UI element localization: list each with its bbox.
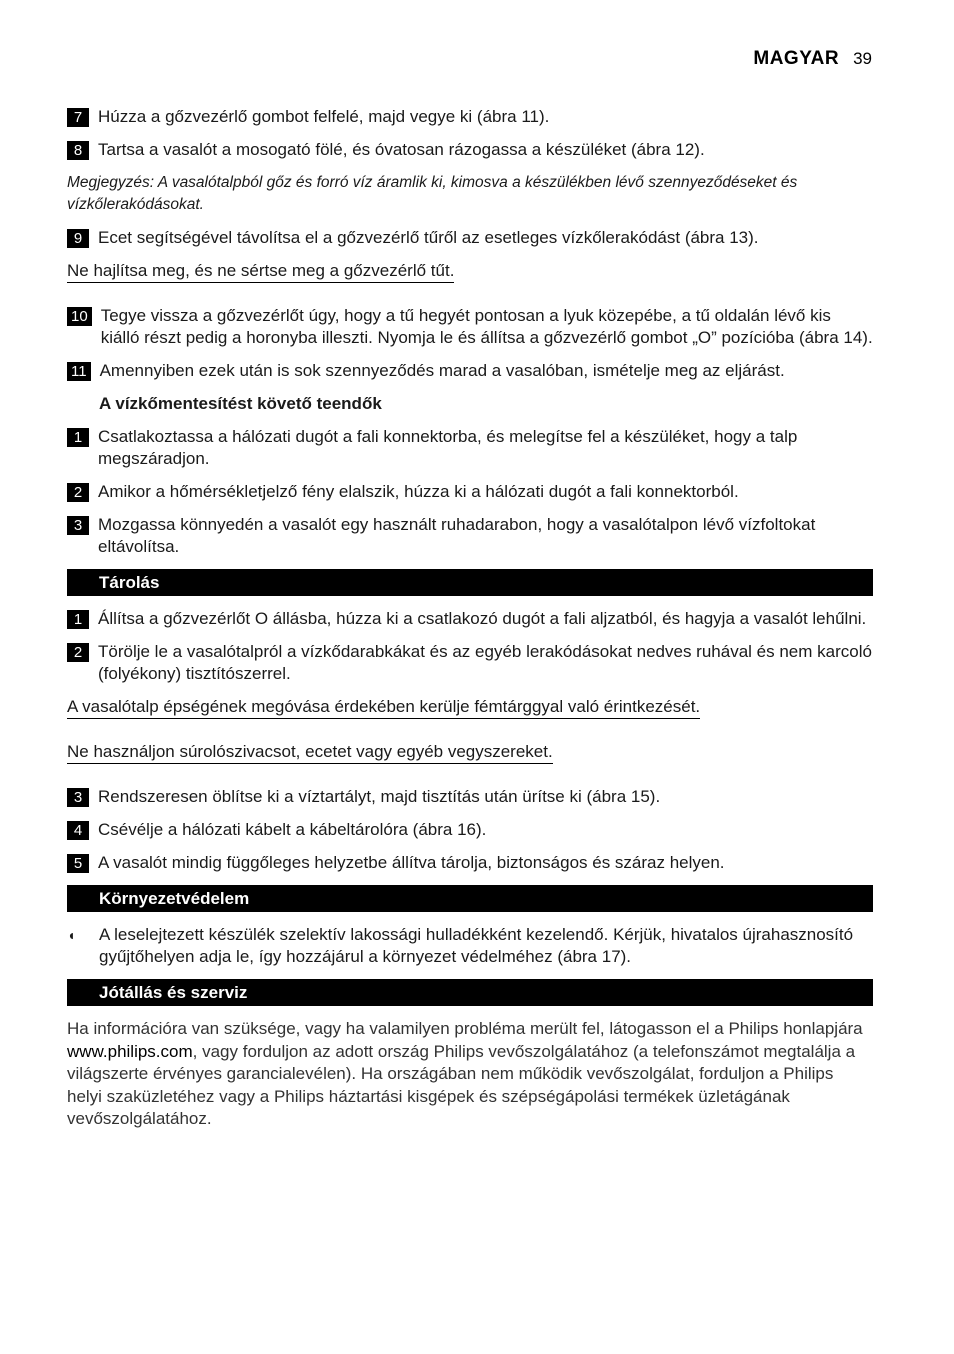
step-number: 4 bbox=[67, 821, 89, 840]
warning-text: Ne hajlítsa meg, és ne sértse meg a gőzvezérlő tűt. bbox=[67, 260, 454, 283]
step-number: 2 bbox=[67, 483, 89, 502]
step-item bbox=[67, 106, 873, 128]
page-header bbox=[753, 48, 872, 70]
note-text: Megjegyzés: A vasalótalpból gőz és forró víz áramlik ki, kimosva a készülékben lévő szennyeződéseket és vízkőlerakódásokat. bbox=[67, 174, 798, 213]
section-heading-environment: Környezetvédelem bbox=[67, 885, 873, 912]
warranty-text-after: , vagy forduljon az adott ország Philips vevőszolgálatához (a telefonszámot megtalálja a világszerte érvényes garancialevélen). Ha országában nem működik vevőszolgálat, forduljon a Philips helyi szaküzletéhez vagy a Philips háztartási kisgépek és szépségápolási termékek üzletágának vevőszolgálatához. bbox=[67, 1041, 856, 1128]
page-number: 39 bbox=[853, 49, 872, 68]
step-text: Mozgassa könnyedén a vasalót egy használt ruhadarabon, hogy a vasalótalpon lévő vízfoltokat eltávolítsa. bbox=[98, 515, 816, 556]
step-text: A vasalót mindig függőleges helyzetbe állítva tárolja, biztonságos és száraz helyen. bbox=[98, 853, 725, 872]
step-text: Törölje le a vasalótalpról a vízkődarabkákat és az egyéb lerakódásokat nedves ruhával és nem karcoló (folyékony) tisztítószerrel. bbox=[98, 642, 872, 683]
step-text: Amikor a hőmérsékletjelző fény elalszik, húzza ki a hálózati dugót a fali konnektorból. bbox=[98, 482, 739, 501]
step-number: 1 bbox=[67, 610, 89, 629]
section-heading-storage: Tárolás bbox=[67, 569, 873, 596]
warning-line bbox=[67, 696, 873, 730]
step-item bbox=[67, 227, 873, 249]
step-number: 9 bbox=[67, 229, 89, 248]
step-number: 2 bbox=[67, 643, 89, 662]
warranty-paragraph bbox=[67, 1018, 873, 1131]
step-number: 8 bbox=[67, 141, 89, 160]
step-item bbox=[67, 139, 873, 161]
subsection-title: A vízkőmentesítést követő teendők bbox=[99, 394, 382, 413]
step-item bbox=[67, 641, 873, 685]
step-item bbox=[67, 481, 873, 503]
step-number: 1 bbox=[67, 428, 89, 447]
warning-line bbox=[67, 741, 873, 775]
step-item bbox=[67, 852, 873, 874]
warning-text: Ne használjon súrolószivacsot, ecetet vagy egyéb vegyszereket. bbox=[67, 741, 553, 764]
step-text: Tartsa a vasalót a mosogató fölé, és óvatosan rázogassa a készüléket (ábra 12). bbox=[98, 140, 705, 159]
warning-text: A vasalótalp épségének megóvása érdekében kerülje fémtárggyal való érintkezését. bbox=[67, 696, 700, 719]
step-text: Csatlakoztassa a hálózati dugót a fali konnektorba, és melegítse fel a készüléket, hogy a talp megszáradjon. bbox=[98, 427, 798, 468]
step-item bbox=[67, 360, 873, 382]
step-number: 11 bbox=[67, 362, 91, 381]
language-label: MAGYAR bbox=[753, 48, 840, 69]
warranty-text-before: Ha információra van szüksége, vagy ha valamilyen probléma merült fel, látogasson el a Philips honlapjára bbox=[67, 1019, 863, 1038]
step-item bbox=[67, 426, 873, 470]
step-text: Ecet segítségével távolítsa el a gőzvezérlő tűről az esetleges vízkőlerakódást (ábra 13). bbox=[98, 228, 759, 247]
step-number: 7 bbox=[67, 108, 89, 127]
section-heading-warranty: Jótállás és szerviz bbox=[67, 979, 873, 1006]
bullet-text: A leselejtezett készülék szelektív lakossági hulladékként kezelendő. Kérjük, hivatalos újrahasznosító gyűjtőhelyen adja le, így hozzájárul a környezet védelméhez (ábra 17). bbox=[99, 925, 854, 966]
step-item bbox=[67, 608, 873, 630]
step-item bbox=[67, 786, 873, 808]
step-text: Csévélje a hálózati kábelt a kábeltárolóra (ábra 16). bbox=[98, 820, 487, 839]
step-item bbox=[67, 305, 873, 349]
step-number: 3 bbox=[67, 788, 89, 807]
bullet-arrow-icon: ◖ bbox=[67, 927, 76, 943]
step-number: 3 bbox=[67, 516, 89, 535]
step-number: 10 bbox=[67, 307, 92, 326]
step-text: Amennyiben ezek után is sok szennyeződés marad a vasalóban, ismételje meg az eljárást. bbox=[99, 361, 785, 380]
step-text: Állítsa a gőzvezérlőt O állásba, húzza ki a csatlakozó dugót a fali aljzatból, és hagyja a vasalót lehűlni. bbox=[98, 609, 867, 628]
step-number: 5 bbox=[67, 854, 89, 873]
step-item bbox=[67, 819, 873, 841]
step-text: Tegye vissza a gőzvezérlőt úgy, hogy a tű hegyét pontosan a lyuk közepébe, a tű oldalán lévő kis kiálló részt pedig a horonyba illeszti. Nyomja le és állítsa a gőzvezérlő gombot „O” pozícióba (ábra 14). bbox=[100, 306, 873, 347]
bullet-item bbox=[67, 924, 873, 968]
step-text: Rendszeresen öblítse ki a víztartályt, majd tisztítás után ürítse ki (ábra 15). bbox=[98, 787, 661, 806]
warning-line bbox=[67, 260, 873, 294]
page-content bbox=[67, 106, 873, 1131]
step-text: Húzza a gőzvezérlő gombot felfelé, majd vegye ki (ábra 11). bbox=[98, 107, 550, 126]
philips-website-link[interactable]: www.philips.com bbox=[67, 1041, 193, 1061]
step-item bbox=[67, 514, 873, 558]
